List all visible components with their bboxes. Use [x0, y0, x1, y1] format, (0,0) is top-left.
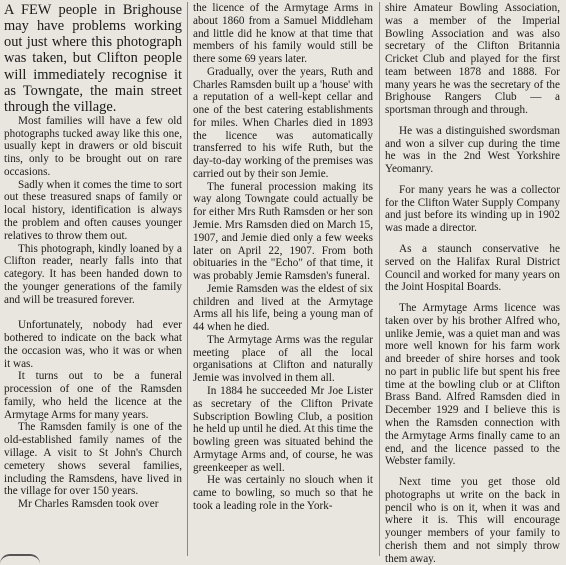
paragraph: Most families will have a few old photographs tucked away like this one, usually kept in drawers or old biscuit tins, only to be brought out on rare occasions.: [4, 114, 182, 178]
paragraph: It turns out to be a funeral procession of one of the Ramsden family, who held the licence at the Armytage Arms for many years.: [4, 370, 182, 421]
paragraph: The funeral procession making its way along Towngate could actually be for either Mrs Ruth Ramsden or her son Jemie. Mrs Ramsden died on March 15, 1907, and Jemie died only a few weeks later on April 22, 1907. From both obituaries in the "Echo" of that time, it was probably Jemie Ramsden's funeral.: [193, 180, 373, 283]
article-column-3: [385, 2, 560, 565]
paragraph: Unfortunately, nobody had ever bothered to indicate on the back what the occasion was, who it was or when it was.: [4, 319, 182, 370]
paragraph: He was certainly no slouch when it came to bowling, so much so that he took a leading role in the York-: [193, 474, 373, 512]
lead-paragraph: A FEW people in Brighouse may have problems working out just where this photograph was taken, but Clifton people will immediately recognise it as Towngate, the main street through the village.: [4, 2, 182, 115]
paragraph: For many years he was a collector for the Clifton Water Supply Company and just before its winding up in 1902 was made a director.: [385, 183, 560, 235]
paragraph: Next time you get those old photographs ut write on the back in pencil who is on it, when it was and where it is. This will encourage younger members of your family to cherish them and not simply throw them away.: [385, 476, 560, 565]
paragraph: He was a distinguished swordsman and won a silver cup during the time he was in the 2nd West Yorkshire Yeomanry.: [385, 124, 560, 176]
column-divider: [187, 2, 188, 556]
paragraph: the licence of the Armytage Arms in about 1860 from a Samuel Middleham and little did he know at that time that members of his family would still be there some 69 years later.: [193, 2, 373, 66]
paragraph: The Ramsden family is one of the old-established family names of the village. A visit to St John's Church cemetery shows several families, including the Ramsdens, have lived in the village for over 150 years.: [4, 421, 182, 498]
paragraph: As a staunch conservative he served on the Halifax Rural District Council and worked for many years on the Joint Hospital Boards.: [385, 243, 560, 294]
article-column-2: [193, 2, 373, 556]
paragraph: The Armytage Arms licence was taken over by his brother Alfred who, unlike Jemie, was a quiet man and was more well known for his farm work and breeder of shire horses and took no part in public life but spent his free time at the bowling club or at Clifton Brass Band. Alfred Ramsden died in December 1929 and I believe this is when the Ramsden connection with the Armytage Arms finally came to an end, and the licence passed to the Webster family.: [385, 302, 560, 468]
paragraph: Mr Charles Ramsden took over: [18, 498, 159, 511]
paragraph: Sadly when it comes the time to sort out these treasured snaps of family or local history, identification is always the problem and often causes younger relatives to throw them out.: [4, 178, 182, 242]
paragraph: Jemie Ramsden was the eldest of six children and lived at the Armytage Arms all his life, being a young man of 44 when he died.: [193, 282, 373, 334]
article-column-1: [4, 2, 182, 556]
paragraph: Gradually, over the years, Ruth and Charles Ramsden built up a 'house' with a reputation of a well-kept cellar and one of the best catering establishments for miles. When Charles died in 1893 the licence was automatically transferred to his wife Ruth, but the day-to-day working of the premises was carried out by their son Jemie.: [193, 65, 373, 180]
paragraph: The Armytage Arms was the regular meeting place of all the local organisations at Clifton and naturally Jemie was involved in them all.: [193, 333, 373, 385]
column-divider: [379, 2, 380, 556]
paragraph: This photograph, kindly loaned by a Clifton reader, nearly falls into that category. It has been handed down to the younger generations of the family and will be treasured forever.: [4, 242, 182, 306]
paragraph: shire Amateur Bowling Association, was a member of the Imperial Bowling Association and was also secretary of the Clifton Britannia Cricket Club and played for the first team between 1878 and 1888. For many years he was the secretary of the Brighouse Rangers Club — a sportsman through and through.: [385, 2, 560, 117]
paragraph: In 1884 he succeeded Mr Joe Lister as secretary of the Clifton Private Subscription Bowling Club, a position he held up until he died. At this time the bowling green was situated behind the Armytage Arms and, of course, he was greenkeeper as well.: [193, 384, 373, 474]
clipping-corner-mark: [0, 554, 40, 564]
